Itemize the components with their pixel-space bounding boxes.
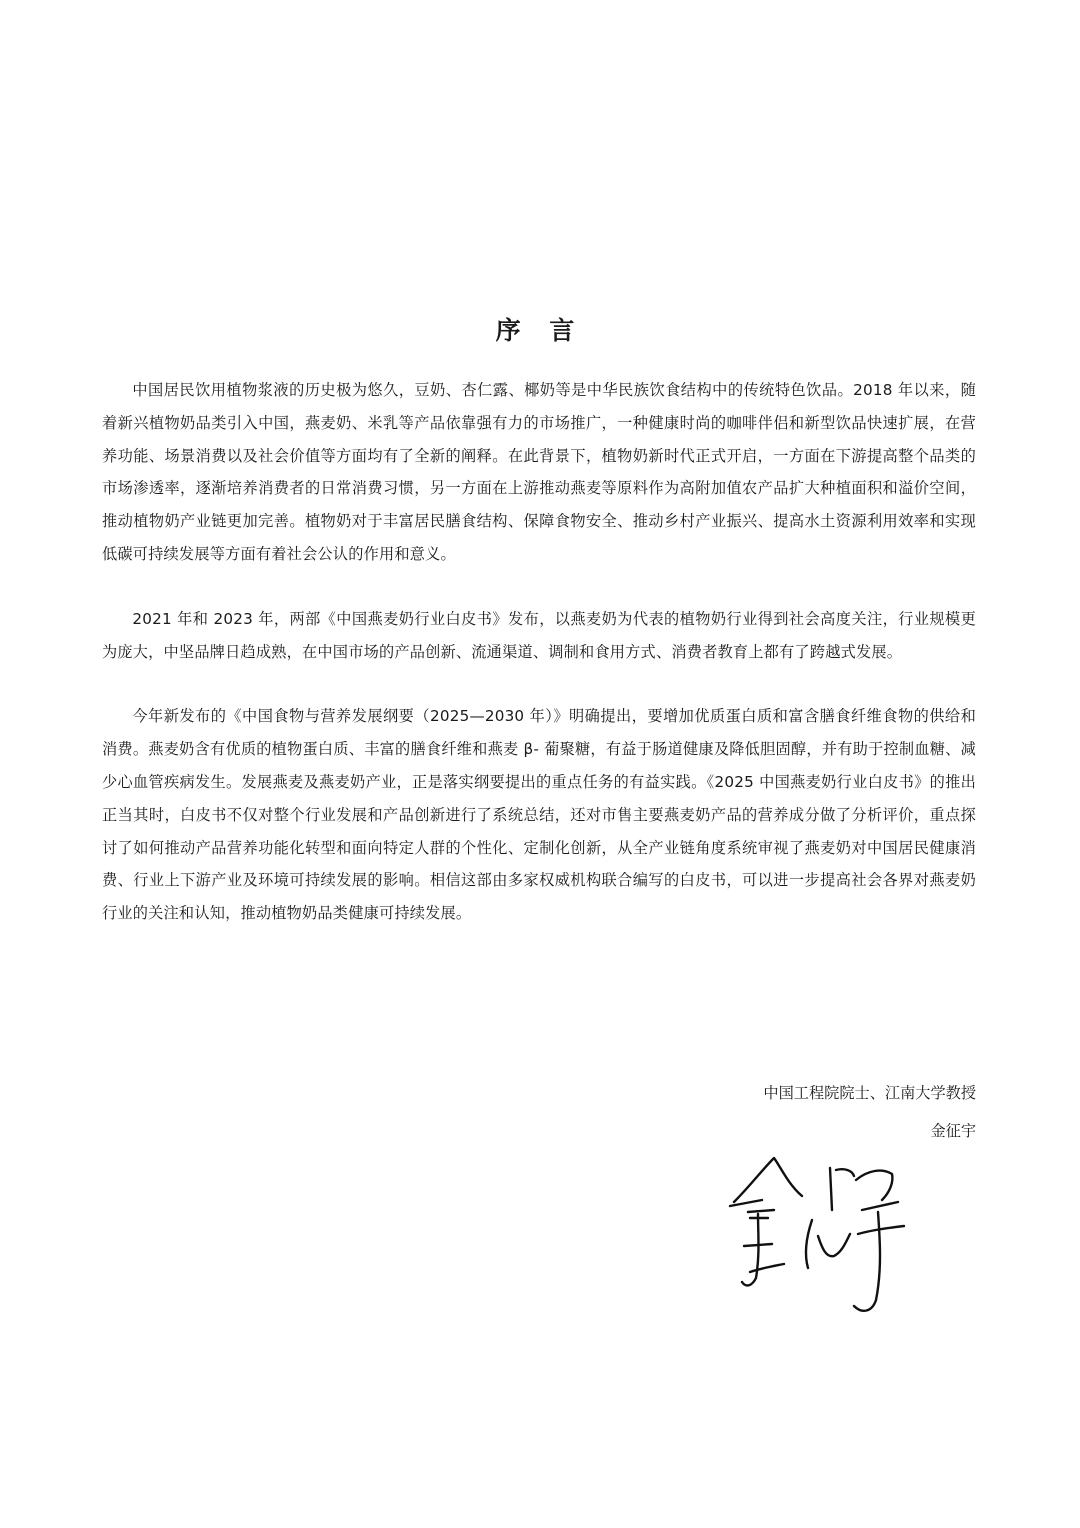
preface-body: [102, 374, 976, 962]
author-affiliation: 中国工程院院士、江南大学教授: [763, 1084, 976, 1102]
paragraph-2: 2021 年和 2023 年，两部《中国燕麦奶行业白皮书》发布，以燕麦奶为代表的植物奶行业得到社会高度关注，行业规模更为庞大，中坚品牌日趋成熟，在中国市场的产品创新、流通渠道、调制和食用方式、消费者教育上都有了跨越式发展。: [102, 609, 976, 661]
page-title: 序 言: [495, 316, 585, 345]
author-block: [763, 1074, 976, 1150]
paragraph-3: 今年新发布的《中国食物与营养发展纲要（2025—2030 年）》明确提出，要增加优质蛋白质和富含膳食纤维食物的供给和消费。燕麦奶含有优质的植物蛋白质、丰富的膳食纤维和燕麦 β- 葡聚糖，有益于肠道健康及降低胆固醇，并有助于控制血糖、减少心血管疾病发生。发展燕麦及燕麦奶产业，正是落实纲要提出的重点任务的有益实践。《2025 中国燕麦奶行业白皮书》的推出正当其时，白皮书不仅对整个行业发展和产品创新进行了系统总结，还对市售主要燕麦奶产品的营养成分做了分析评价，重点探讨了如何推动产品营养功能化转型和面向特定人群的个性化、定制化创新，从全产业链角度系统审视了燕麦奶对中国居民健康消费、行业上下游产业及环境可持续发展的影响。相信这部由多家权威机构联合编写的白皮书，可以进一步提高社会各界对燕麦奶行业的关注和认知，推动植物奶品类健康可持续发展。: [102, 707, 976, 923]
handwritten-signature: [722, 1150, 922, 1320]
paragraph-1: 中国居民饮用植物浆液的历史极为悠久，豆奶、杏仁露、椰奶等是中华民族饮食结构中的传统特色饮品。2018 年以来，随着新兴植物奶品类引入中国，燕麦奶、米乳等产品依靠强有力的市场推广，一种健康时尚的咖啡伴侣和新型饮品快速扩展，在营养功能、场景消费以及社会价值等方面均有了全新的阐释。在此背景下，植物奶新时代正式开启，一方面在下游提高整个品类的市场渗透率，逐渐培养消费者的日常消费习惯，另一方面在上游推动燕麦等原料作为高附加值农产品扩大种植面积和溢价空间，推动植物奶产业链更加完善。植物奶对于丰富居民膳食结构、保障食物安全、推动乡村产业振兴、提高水土资源利用效率和实现低碳可持续发展等方面有着社会公认的作用和意义。: [102, 381, 976, 563]
author-name: 金征宇: [930, 1122, 976, 1140]
